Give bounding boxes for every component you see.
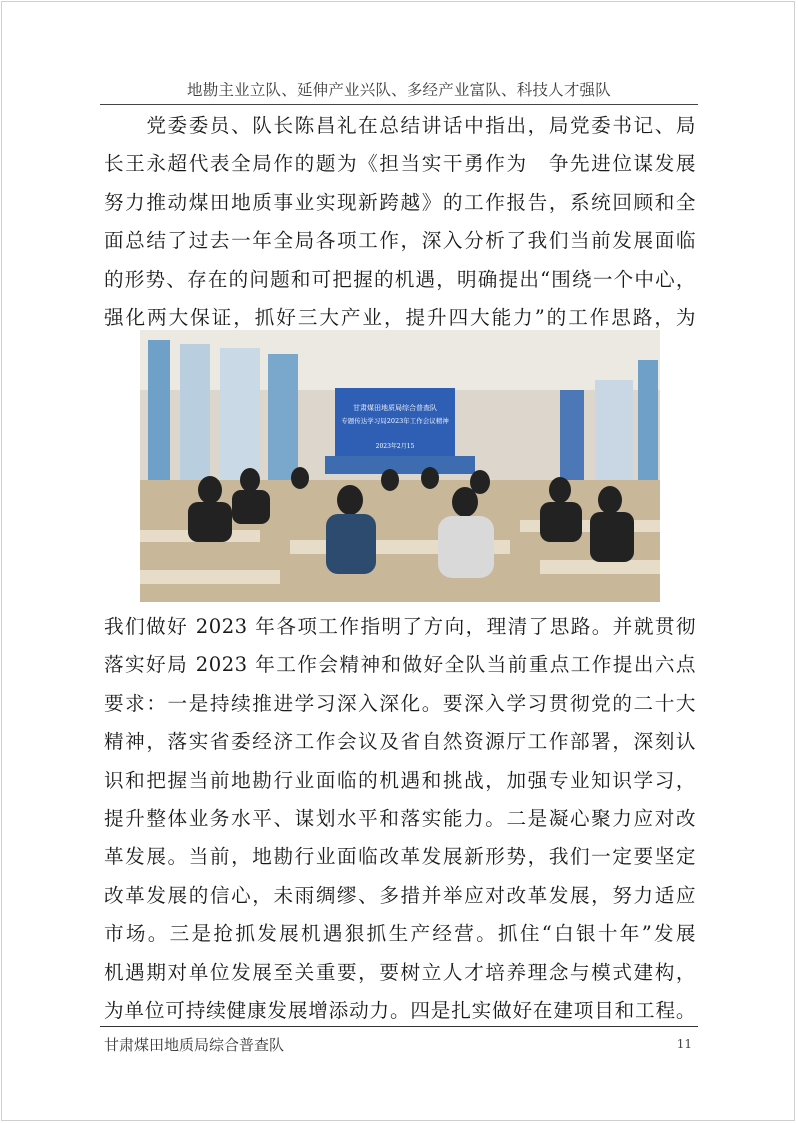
meeting-photo (140, 330, 660, 602)
footer-organization: 甘肃煤田地质局综合普查队 (104, 1036, 285, 1054)
screen-title: 甘肃煤田地质局综合普查队 (353, 404, 437, 412)
body-paragraph-1 (104, 107, 696, 337)
text-line: 提升整体业务水平、谋划水平和落实能力。二是凝心聚力应对改 (104, 807, 696, 831)
text-line: 面总结了过去一年全局各项工作，深入分析了我们当前发展面临 (104, 229, 696, 253)
text-line: 为单位可持续健康发展增添动力。四是扎实做好在建项目和工程。 (104, 999, 696, 1023)
text-line: 党委委员、队长陈昌礼在总结讲话中指出，局党委书记、局 (104, 114, 696, 137)
text-line: 努力推动煤田地质事业实现新跨越》的工作报告，系统回顾和全 (104, 190, 696, 214)
body-paragraph-2 (104, 608, 696, 1030)
page-number: 11 (676, 1037, 692, 1051)
text-line: 机遇期对单位发展至关重要，要树立人才培养理念与模式建构， (104, 960, 696, 984)
text-line: 改革发展的信心，未雨绸缪、多措并举应对改革发展，努力适应 (104, 883, 696, 907)
screen-subtitle: 专题传达学习局2023年工作会议精神 (341, 417, 449, 425)
text-line: 落实好局 2023 年工作会精神和做好全队当前重点工作提出六点 (104, 653, 696, 677)
text-line: 精神，落实省委经济工作会议及省自然资源厅工作部署，深刻认 (104, 730, 696, 754)
footer-divider (100, 1026, 698, 1027)
text-line: 的形势、存在的问题和可把握的机遇，明确提出“围绕一个中心， (104, 267, 696, 291)
text-line: 市场。三是抢抓发展机遇狠抓生产经营。抓住“白银十年”发展 (104, 922, 696, 946)
text-line: 长王永超代表全局作的题为《担当实干勇作为 争先进位谋发展 (104, 152, 696, 176)
screen-date: 2023年2月15 (375, 443, 415, 450)
text-line: 我们做好 2023 年各项工作指明了方向，理清了思路。并就贯彻 (104, 615, 696, 638)
page-header-slogan: 地勘主业立队、延伸产业兴队、多经产业富队、科技人才强队 (187, 81, 611, 99)
header-divider (100, 104, 698, 105)
text-line: 要求：一是持续推进学习深入深化。要深入学习贯彻党的二十大 (104, 691, 696, 715)
text-line: 识和把握当前地勘行业面临的机遇和挑战，加强专业知识学习， (104, 768, 696, 792)
text-line: 强化两大保证，抓好三大产业，提升四大能力”的工作思路，为 (104, 306, 696, 330)
text-line: 革发展。当前，地勘行业面临改革发展新形势，我们一定要坚定 (104, 845, 696, 869)
